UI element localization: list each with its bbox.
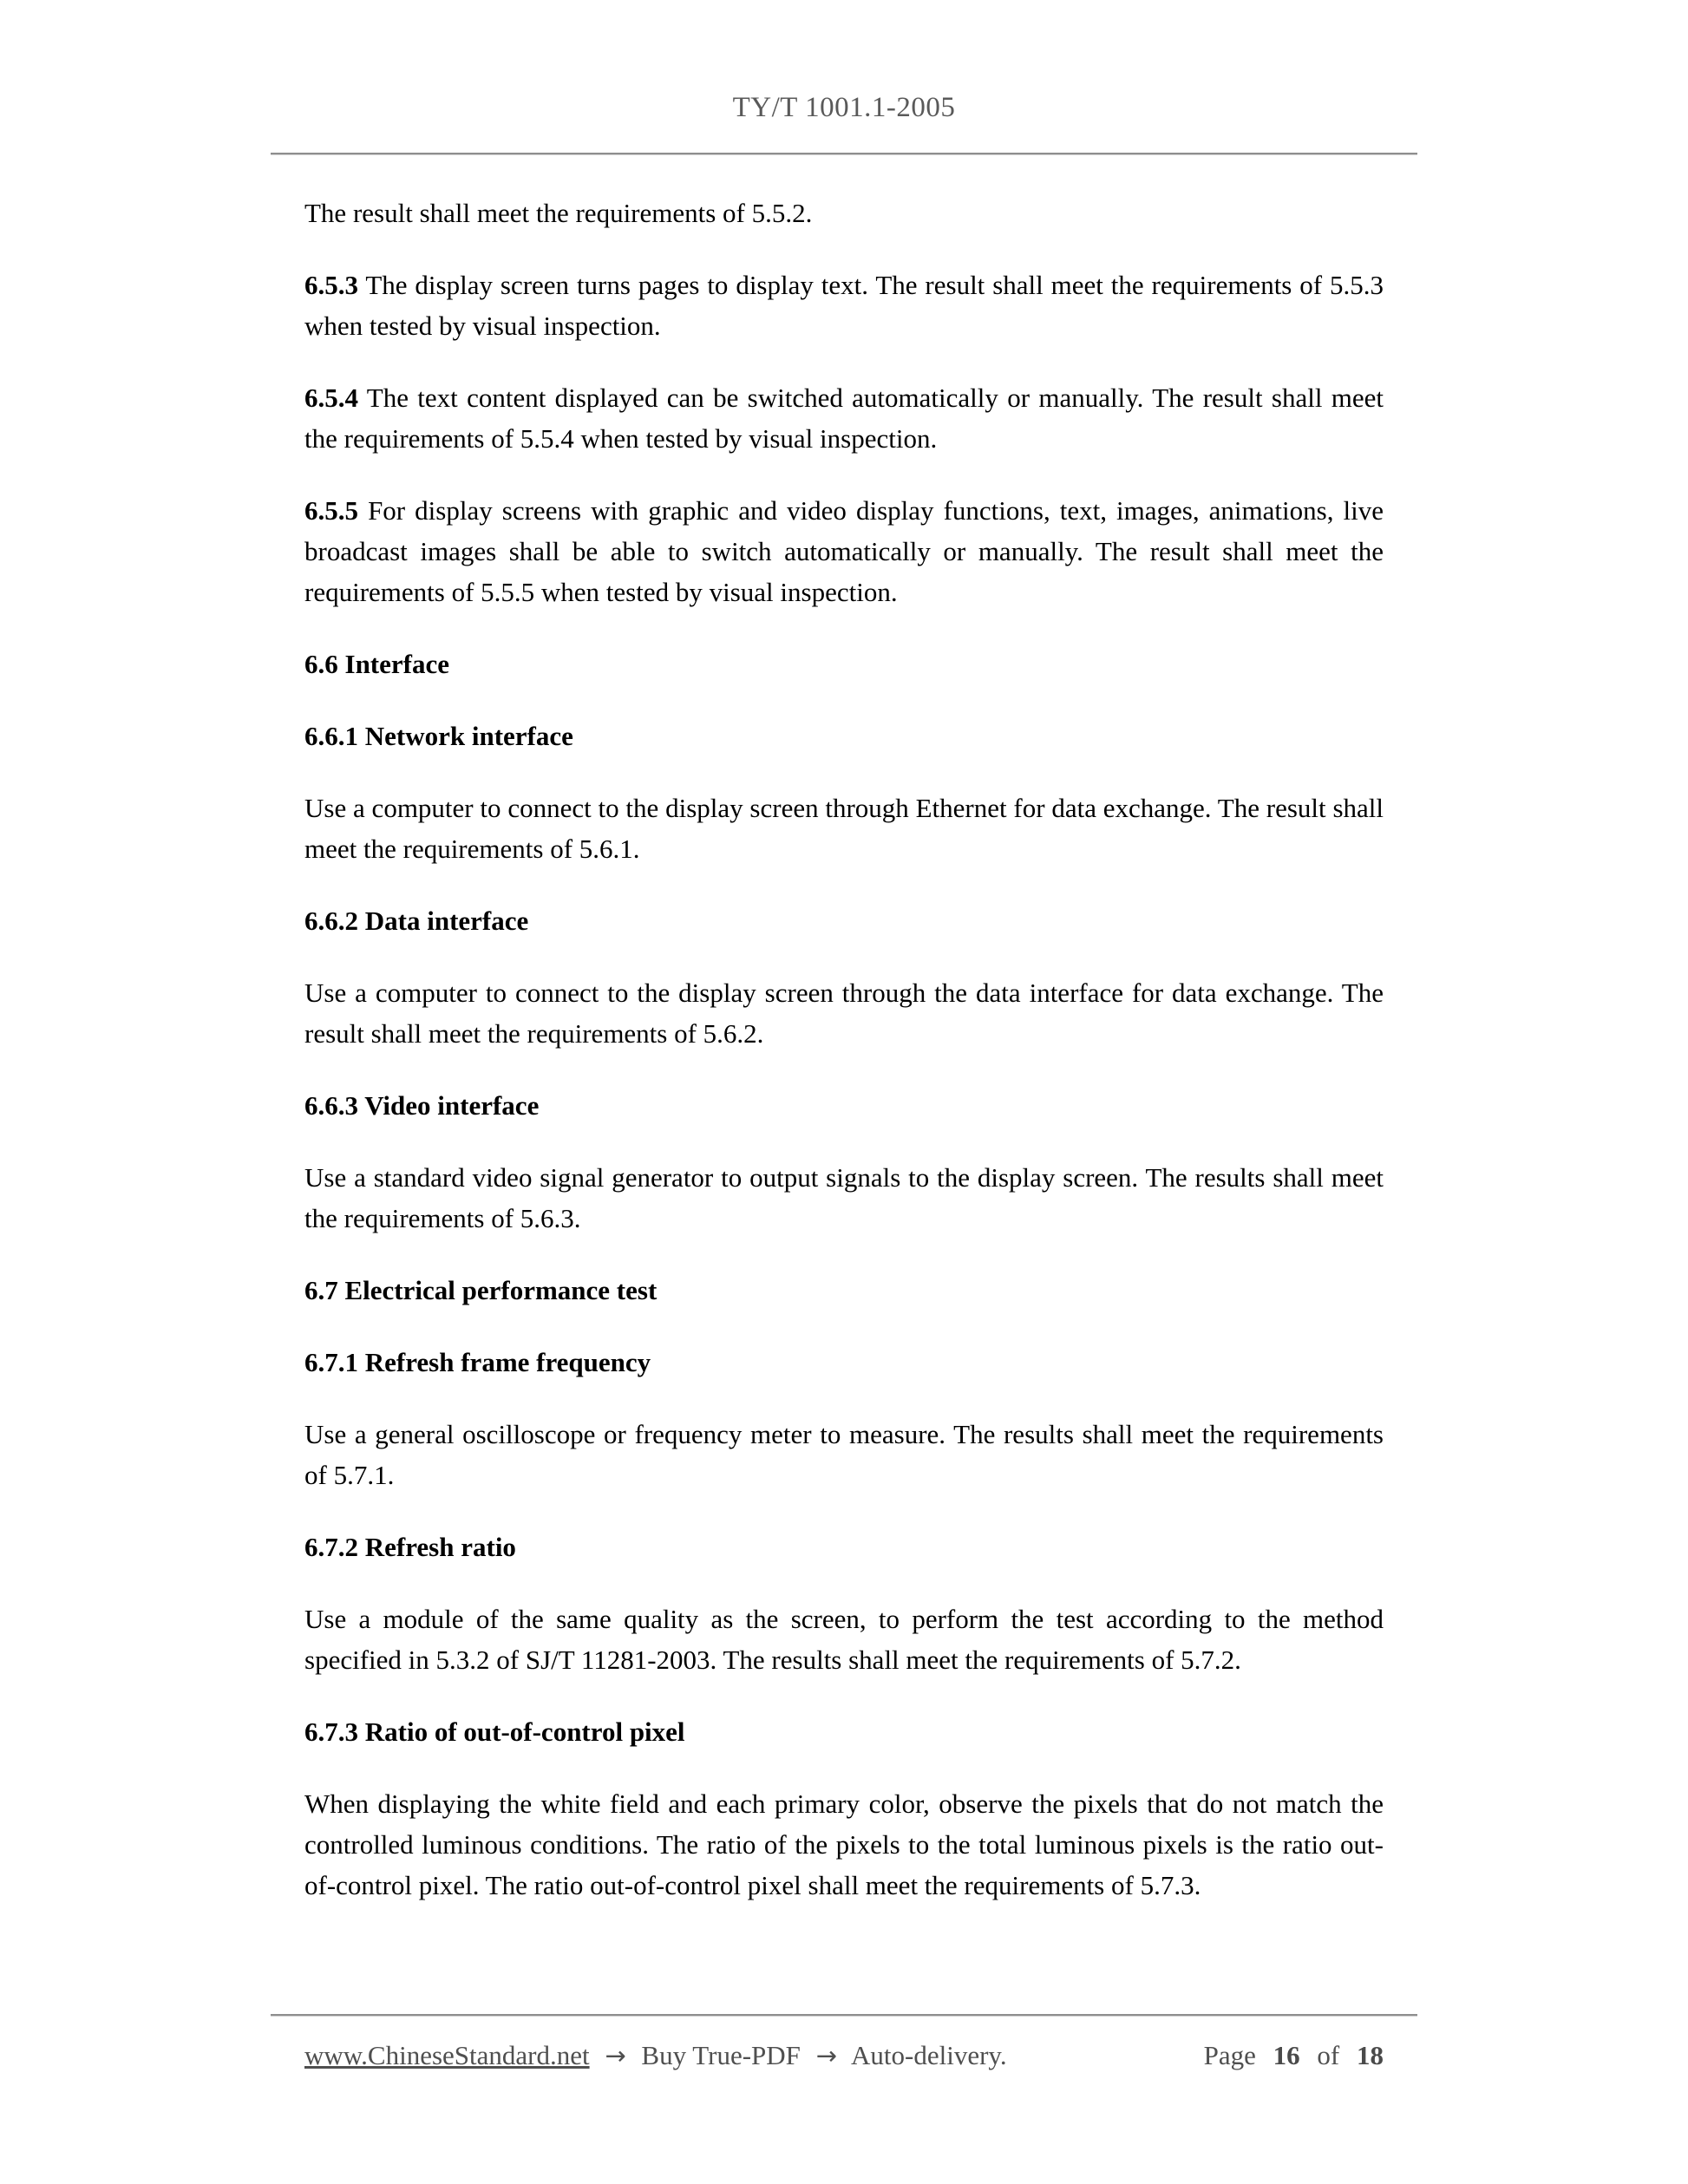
heading-text: 6.6.3 Video interface xyxy=(304,1090,540,1121)
total-pages: 18 xyxy=(1357,2040,1384,2070)
heading-text: 6.7 Electrical performance test xyxy=(304,1275,658,1305)
paragraph xyxy=(304,490,1384,612)
clause-number: 6.5.4 xyxy=(304,383,358,413)
paragraph-text: Use a module of the same quality as the screen, to perform the test according to the method specified in 5.3.2 of SJ/T 11281-2003. The results shall meet the requirements of 5.7.2. xyxy=(304,1604,1384,1675)
page-word: Page xyxy=(1203,2040,1256,2070)
heading-text: 6.7.3 Ratio of out-of-control pixel xyxy=(304,1716,685,1747)
heading-text: 6.6 Interface xyxy=(304,649,449,679)
paragraph xyxy=(304,265,1384,346)
page-content xyxy=(304,193,1384,1937)
header-divider xyxy=(271,153,1417,155)
auto-delivery-label: Auto-delivery. xyxy=(851,2040,1007,2070)
paragraph-text: Use a computer to connect to the display screen through the data interface for data exchange. The result shall meet the requirements of 5.6.2. xyxy=(304,978,1384,1049)
paragraph xyxy=(304,972,1384,1054)
section-heading xyxy=(304,1085,1384,1126)
arrow-icon: → xyxy=(815,2041,837,2070)
paragraph xyxy=(304,1157,1384,1239)
paragraph-text: For display screens with graphic and video display functions, text, images, animations, live broadcast images shall be able to switch automatically or manually. The result shall meet the requirements of 5.5.5 when tested by visual inspection. xyxy=(304,495,1384,607)
heading-text: 6.7.2 Refresh ratio xyxy=(304,1532,516,1562)
paragraph-text: Use a standard video signal generator to output signals to the display screen. The results shall meet the requirements of 5.6.3. xyxy=(304,1162,1384,1233)
paragraph-text: Use a general oscilloscope or frequency meter to measure. The results shall meet the requirements of 5.7.1. xyxy=(304,1419,1384,1490)
page-number: 16 xyxy=(1273,2040,1300,2070)
paragraph xyxy=(304,788,1384,869)
heading-text: 6.6.2 Data interface xyxy=(304,906,529,936)
paragraph-text: The result shall meet the requirements of 5.5.2. xyxy=(304,198,813,228)
page-footer xyxy=(304,2040,1384,2071)
site-link[interactable]: www.ChineseStandard.net xyxy=(304,2040,590,2070)
paragraph xyxy=(304,193,1384,233)
arrow-icon: → xyxy=(605,2041,626,2070)
section-heading xyxy=(304,1270,1384,1311)
buy-true-pdf-label: Buy True-PDF xyxy=(641,2040,801,2070)
paragraph-text: Use a computer to connect to the display screen through Ethernet for data exchange. The result shall meet the requirements of 5.6.1. xyxy=(304,793,1384,864)
clause-number: 6.5.3 xyxy=(304,270,358,300)
footer-divider xyxy=(271,2014,1417,2017)
section-heading xyxy=(304,1711,1384,1752)
section-heading xyxy=(304,644,1384,684)
heading-text: 6.7.1 Refresh frame frequency xyxy=(304,1347,651,1377)
page-indicator xyxy=(1194,2040,1384,2071)
section-heading xyxy=(304,1342,1384,1383)
paragraph xyxy=(304,1783,1384,1906)
paragraph-text: When displaying the white field and each primary color, observe the pixels that do not match the controlled luminous conditions. The ratio of the pixels to the total luminous pixels is the ratio out-of-control pixel. The ratio out-of-control pixel shall meet the requirements of 5.7.3. xyxy=(304,1788,1384,1900)
section-heading xyxy=(304,900,1384,941)
paragraph xyxy=(304,377,1384,459)
section-heading xyxy=(304,716,1384,756)
document-number: TY/T 1001.1-2005 xyxy=(732,92,956,123)
paragraph xyxy=(304,1414,1384,1495)
paragraph xyxy=(304,1599,1384,1680)
section-heading xyxy=(304,1527,1384,1567)
paragraph-text: The display screen turns pages to display text. The result shall meet the requirements of 5.5.3 when tested by visual inspection. xyxy=(304,270,1384,341)
footer-links xyxy=(304,2040,1007,2071)
clause-number: 6.5.5 xyxy=(304,495,358,526)
heading-text: 6.6.1 Network interface xyxy=(304,721,573,751)
of-word: of xyxy=(1317,2040,1340,2070)
paragraph-text: The text content displayed can be switched automatically or manually. The result shall meet the requirements of 5.5.4 when tested by visual inspection. xyxy=(304,383,1384,454)
